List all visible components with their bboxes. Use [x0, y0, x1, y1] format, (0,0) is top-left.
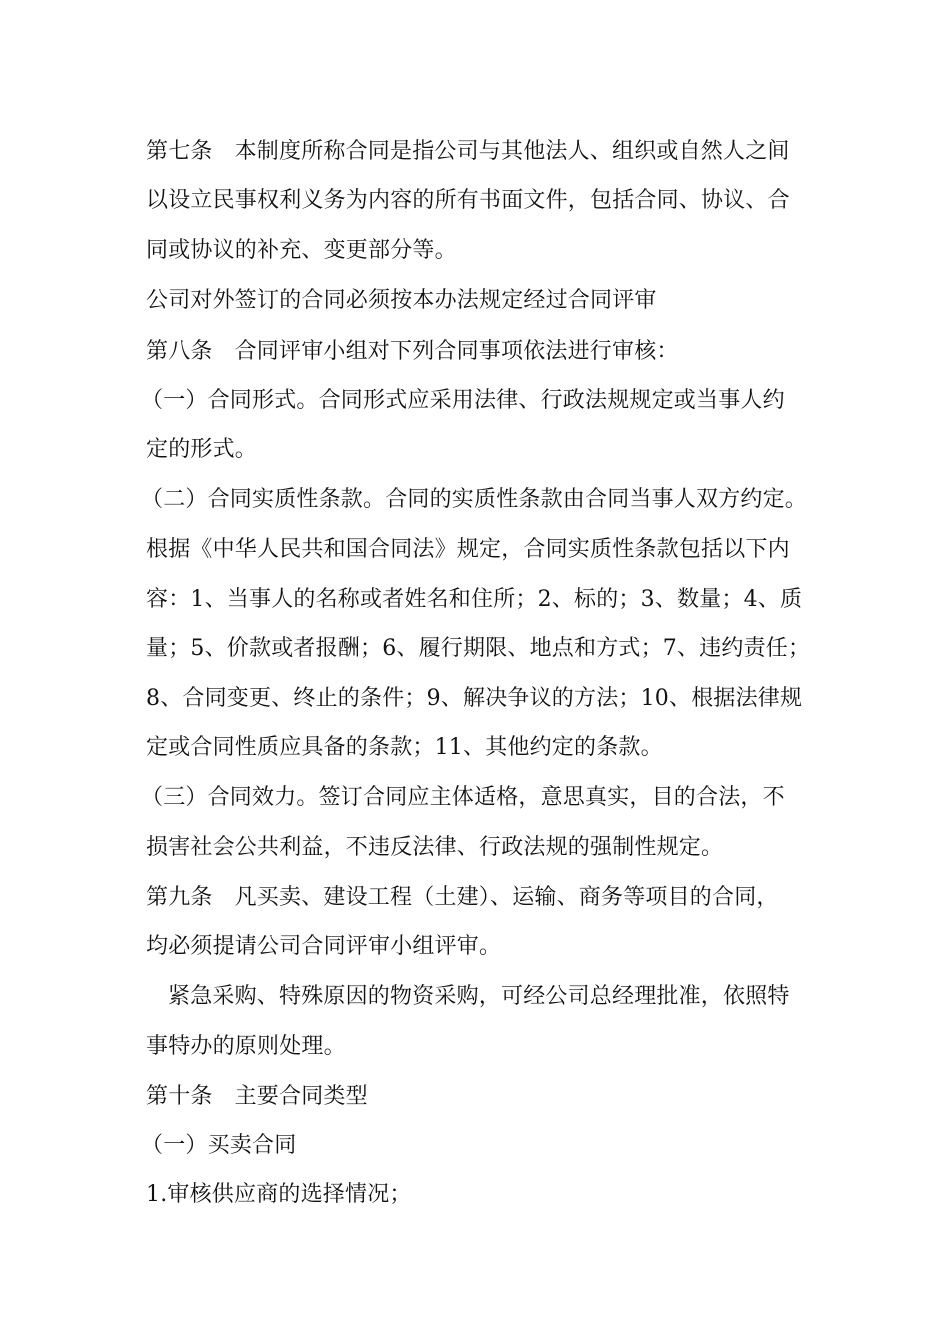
article-7-text: 本制度所称合同是指公司与其他法人、组织或自然人之间: [234, 139, 790, 164]
item-3-line-2: 损害社会公共利益，不违反法律、行政法规的强制性规定。: [146, 835, 724, 860]
review-requirement-line: 公司对外签订的合同必须按本办法规定经过合同评审: [146, 288, 657, 313]
item-3-line-1: （三）合同效力。签订合同应主体适格，意思真实，目的合法，不: [141, 785, 785, 810]
item-1-line-2: 定的形式。: [146, 437, 258, 462]
item-2-line-1: （二）合同实质性条款。合同的实质性条款由合同当事人双方约定。: [141, 487, 808, 512]
article-9-line-1: [146, 883, 779, 913]
article-10-line: [146, 1082, 368, 1112]
item-2-line-4: 量；5、价款或者报酬；6、履行期限、地点和方式；7、违约责任；: [146, 636, 811, 661]
urgent-purchase-line-1: 紧急采购、特殊原因的物资采购，可经公司总经理批准，依照特: [168, 984, 790, 1009]
item-2-line-3: 容：1、当事人的名称或者姓名和住所；2、标的；3、数量；4、质: [146, 587, 803, 612]
article-9-heading: 第九条: [146, 885, 213, 910]
article-7-line-2: 以设立民事权利义务为内容的所有书面文件，包括合同、协议、合: [146, 188, 790, 213]
article-7-line-1: [146, 137, 790, 167]
item-2-line-5: 8、合同变更、终止的条件；9、解决争议的方法；10、根据法律规: [146, 686, 803, 711]
article-8-text: 合同评审小组对下列合同事项依法进行审核：: [234, 339, 679, 364]
contract-type-1-line: （一）买卖合同: [141, 1133, 297, 1158]
article-9-text: 凡买卖、建设工程（土建）、运输、商务等项目的合同，: [234, 885, 779, 910]
article-10-text: 主要合同类型: [234, 1084, 368, 1109]
article-7-heading: 第七条: [146, 139, 213, 164]
article-9-line-2: 均必须提请公司合同评审小组评审。: [146, 934, 502, 959]
article-10-heading: 第十条: [146, 1084, 213, 1109]
urgent-purchase-line-2: 事特办的原则处理。: [146, 1034, 346, 1059]
item-1-line-1: （一）合同形式。合同形式应采用法律、行政法规规定或当事人约: [141, 388, 785, 413]
article-8-heading: 第八条: [146, 339, 213, 364]
article-8-line-1: [146, 337, 679, 367]
contract-type-1-item-1: 1.审核供应商的选择情况；: [146, 1182, 412, 1207]
item-2-line-6: 定或合同性质应具备的条款；11、其他约定的条款。: [146, 735, 663, 760]
item-2-line-2: 根据《中华人民共和国合同法》规定，合同实质性条款包括以下内: [146, 537, 790, 562]
article-7-line-3: 同或协议的补充、变更部分等。: [146, 238, 457, 263]
